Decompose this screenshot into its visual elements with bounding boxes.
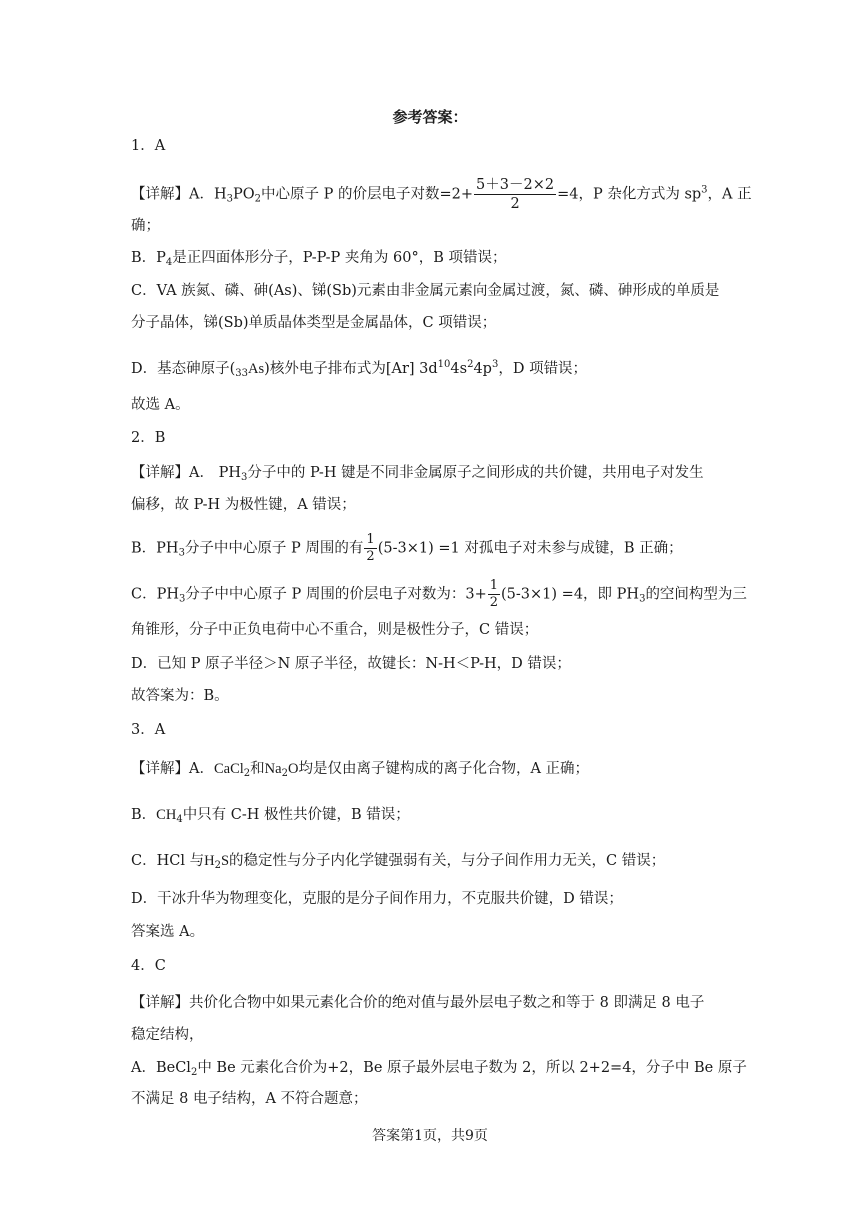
- page-title: 参考答案：: [392, 108, 468, 126]
- q4-answer: 4．C: [131, 958, 166, 974]
- q3-explain-a: 【详解】A．CaCl$_2$和$Na_2O$均是仅由离子键构成的离子化合物，A 正确；: [131, 761, 590, 779]
- q3-explain-b: B．$CH_4$中只有 C-H 极性共价键，B 错误；: [131, 807, 410, 825]
- q3-conclusion: 答案选 A。: [131, 924, 205, 940]
- q2-explain-c-line2: 角锥形，分子中正负电荷中心不重合，则是极性分子，C 错误；: [131, 622, 539, 638]
- q1-explain-d: D．基态砷原子$(_{33}As)$核外电子排布式为[Ar] $3d^{10}4s^24p^3$，D 项错误；: [131, 359, 588, 379]
- q1-answer: 1．A: [131, 138, 166, 154]
- q3-explain-d: D．干冰升华为物理变化，克服的是分子间作用力，不克服共价键，D 错误；: [131, 891, 623, 907]
- page-footer: 答案第1页，共9页: [372, 1128, 488, 1144]
- q1-explain-c-line1: C．VA 族氮、磷、砷(As)、锑(Sb)元素由非金属元素向金属过渡，氮、磷、砷形成的单质是: [131, 283, 720, 299]
- q2-explain-c-line1: C．$PH_3$分子中中心原子 P 周围的价层电子对数为：3+ $\frac{1}{2}$ (5-3×1) =4，即 $PH_3$的空间构型为三: [131, 578, 747, 610]
- q2-conclusion: 故答案为：B。: [131, 688, 229, 704]
- fraction: $\frac{1}{2}$: [489, 578, 499, 610]
- fraction: $\frac{5+3-2\times 2}{2}$: [476, 177, 555, 212]
- q2-explain-a-line1: 【详解】A． $PH_3$分子中的 P-H 键是不同非金属原子之间形成的共价键，共用电子对发生: [131, 465, 704, 483]
- q4-explain-a-line1: A．BeCl$_2$中 Be 元素化合价为+2，Be 原子最外层电子数为 2，所以 2+2=4，分子中 Be 原子: [131, 1060, 747, 1078]
- q2-answer: 2．B: [131, 430, 166, 446]
- q4-explain-line1: 【详解】共价化合物中如果元素化合价的绝对值与最外层电子数之和等于 8 即满足 8 电子: [131, 995, 705, 1011]
- q2-explain-a-line2: 偏移，故 P-H 为极性键，A 错误；: [131, 497, 356, 513]
- q4-explain-line2: 稳定结构，: [131, 1027, 204, 1043]
- q1-conclusion: 故选 A。: [131, 397, 190, 413]
- q2-explain-d: D．已知 P 原子半径＞N 原子半径，故键长：N-H＜P-H，D 错误；: [131, 656, 571, 672]
- q3-answer: 3．A: [131, 722, 166, 738]
- q4-explain-a-line2: 不满足 8 电子结构，A 不符合题意；: [131, 1091, 368, 1107]
- q1-explain-a-wrap: 确；: [131, 218, 160, 234]
- q1-explain-c-line2: 分子晶体，锑(Sb)单质晶体类型是金属晶体，C 项错误；: [131, 315, 497, 331]
- q2-explain-b: B．$PH_3$分子中中心原子 P 周围的有 $\frac{1}{2}$ (5-3×1) =1 对孤电子对未参与成键，B 正确；: [131, 532, 683, 564]
- q3-explain-c: C．HCl 与$H_2S$的稳定性与分子内化学键强弱有关，与分子间作用力无关，C 错误；: [131, 853, 666, 871]
- q1-explain-b: B．$P_4$是正四面体形分子，P-P-P 夹角为 60°，B 项错误；: [131, 250, 507, 268]
- q1-explain-a: 【详解】A．$H_3PO_2$中心原子 P 的价层电子对数=2+ $\frac{5+3-2\times 2}{2}$ =4，P 杂化方式为 $sp^3$，A 正: [131, 177, 752, 212]
- fraction: $\frac{1}{2}$: [366, 532, 375, 564]
